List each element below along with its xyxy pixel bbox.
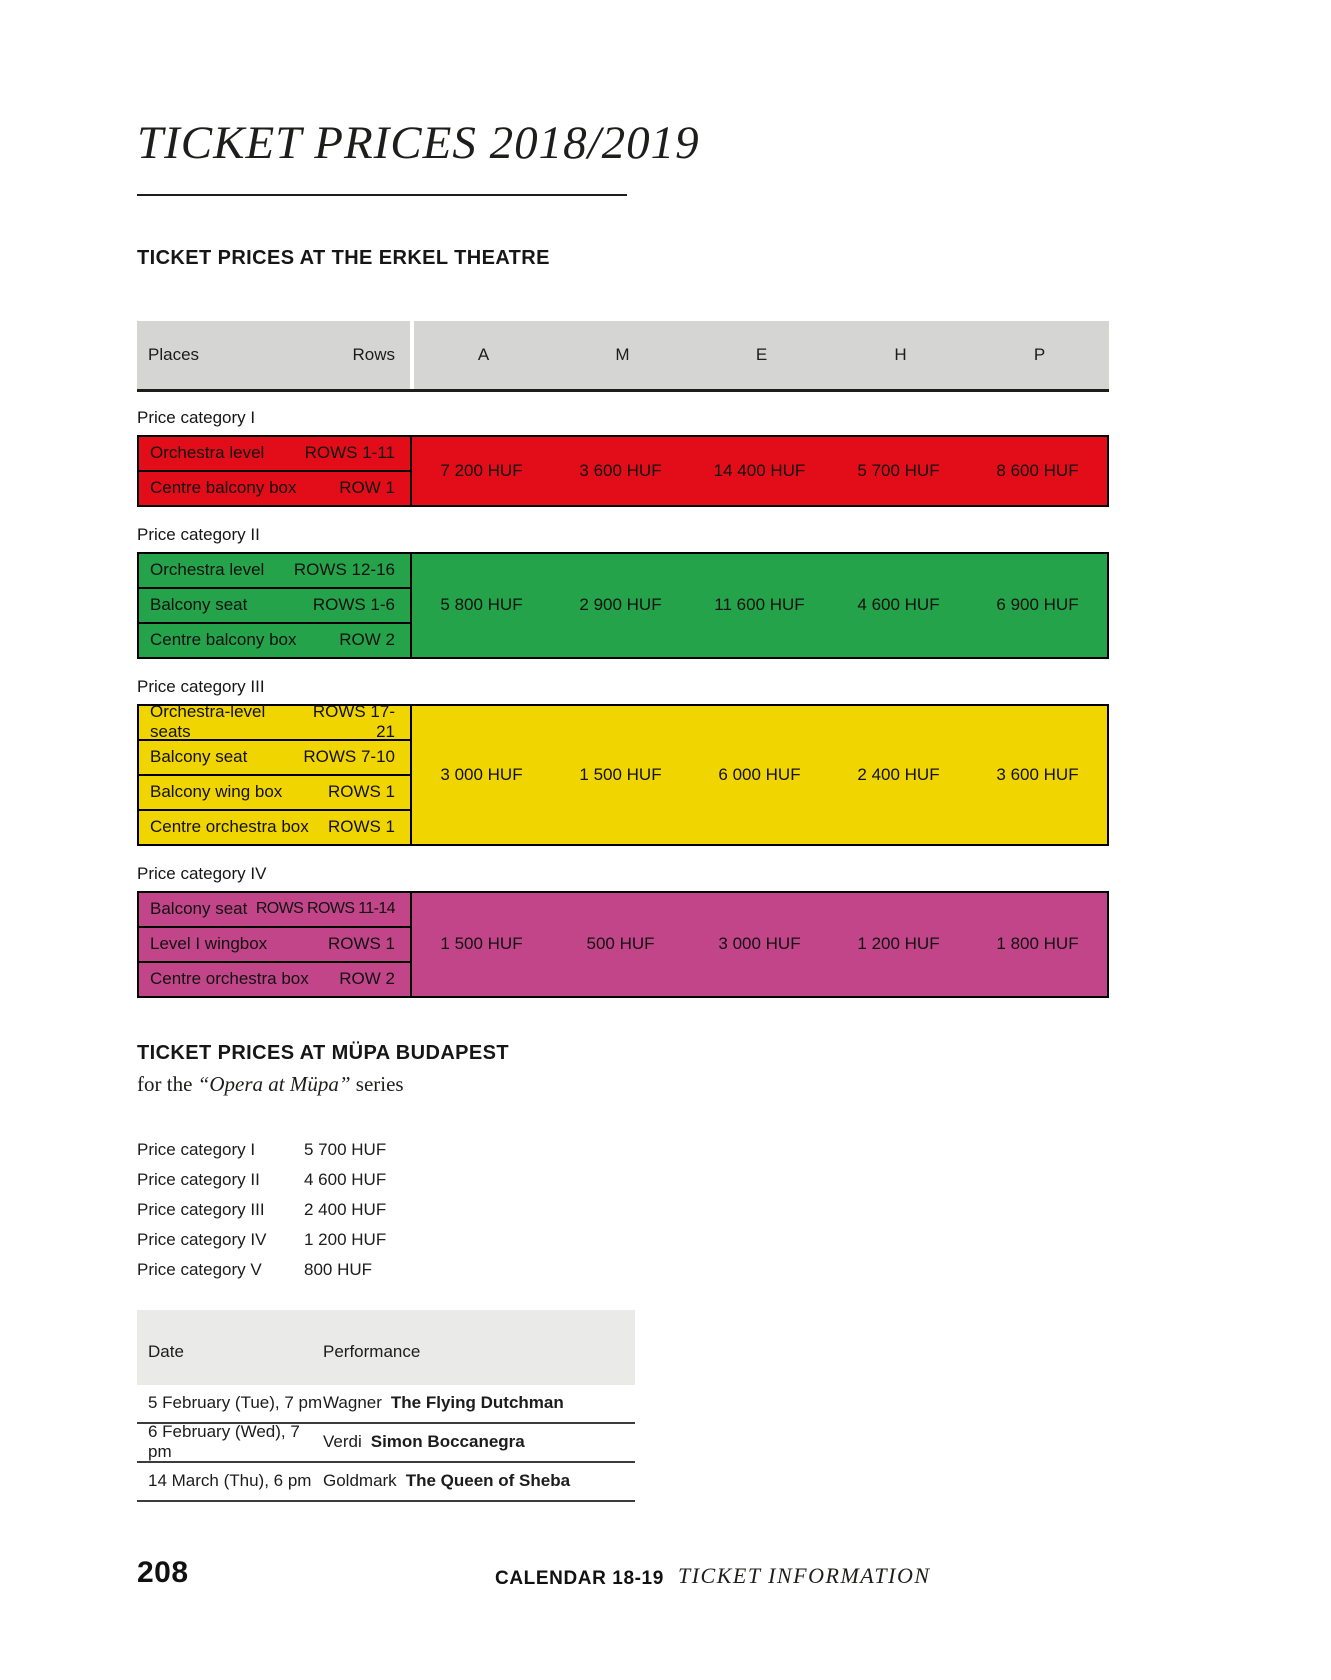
- category-1-places: [139, 437, 412, 505]
- price-cell-p: 3 600 HUF: [996, 764, 1079, 784]
- schedule-row: [137, 1463, 635, 1502]
- price-cell-e: 3 000 HUF: [718, 934, 801, 954]
- column-header-rows: Rows: [352, 344, 395, 364]
- place-name: Centre orchestra box: [150, 969, 309, 989]
- page-title: TICKET PRICES 2018/2019: [137, 117, 700, 169]
- performance-date: 5 February (Tue), 7 pm: [148, 1393, 323, 1413]
- schedule-row: [137, 1385, 635, 1424]
- subtitle-suffix: series: [350, 1071, 404, 1096]
- place-name: Orchestra level: [150, 443, 265, 463]
- place-row: [139, 587, 410, 622]
- erkel-price-table: [137, 321, 1109, 998]
- erkel-section-heading: TICKET PRICES AT THE ERKEL THEATRE: [137, 246, 550, 269]
- schedule-header: [137, 1310, 635, 1385]
- place-rows: ROW 2: [339, 969, 395, 989]
- price-cell-h: 4 600 HUF: [857, 595, 940, 615]
- place-rows: ROWS 1-11: [304, 443, 395, 463]
- price-category-label: Price category IV: [137, 1229, 267, 1249]
- category-4-places: [139, 893, 412, 996]
- category-1-band: [137, 435, 1109, 507]
- place-name: Centre balcony box: [150, 630, 297, 650]
- price-list-item: [137, 1255, 1331, 1285]
- price-value: 2 400 HUF: [304, 1199, 387, 1219]
- performance-date: 14 March (Thu), 6 pm: [148, 1471, 312, 1491]
- place-rows: ROWS 7-10: [303, 747, 395, 767]
- place-name: Balcony seat: [150, 899, 248, 919]
- price-cell-p: 6 900 HUF: [996, 595, 1079, 615]
- footer-section-label: TICKET INFORMATION: [678, 1563, 931, 1588]
- price-cell-p: 1 800 HUF: [996, 934, 1079, 954]
- column-header-a: A: [477, 344, 490, 364]
- performance-date: 6 February (Wed), 7 pm: [148, 1422, 300, 1462]
- place-name: Level I wingbox: [150, 934, 268, 954]
- performance-cell: [323, 1393, 635, 1413]
- category-2-band: [137, 552, 1109, 659]
- price-value: 800 HUF: [304, 1259, 373, 1279]
- place-row: [139, 622, 410, 657]
- category-4-label: Price category IV: [137, 863, 267, 883]
- page-number: 208: [137, 1556, 189, 1589]
- category-3-prices: [412, 706, 1107, 844]
- category-1-label: Price category I: [137, 407, 256, 427]
- price-cell-e: 11 600 HUF: [714, 595, 805, 615]
- price-category-label: Price category I: [137, 1139, 256, 1159]
- price-cell-h: 1 200 HUF: [857, 934, 940, 954]
- column-header-p: P: [1033, 344, 1046, 364]
- place-name: Balcony seat: [150, 595, 248, 615]
- price-value: 5 700 HUF: [304, 1139, 387, 1159]
- category-4-band: [137, 891, 1109, 998]
- place-name: Balcony wing box: [150, 782, 283, 802]
- price-cell-m: 2 900 HUF: [579, 595, 662, 615]
- price-cell-a: 3 000 HUF: [440, 764, 523, 784]
- performance-cell: [323, 1432, 635, 1452]
- price-cell-e: 14 400 HUF: [713, 460, 806, 480]
- performance-title: The Queen of Sheba: [405, 1471, 571, 1491]
- category-3-places: [139, 702, 412, 844]
- place-row: [139, 739, 410, 774]
- category-2-places: [139, 554, 412, 657]
- place-row: [139, 470, 410, 505]
- place-name: Balcony seat: [150, 747, 248, 767]
- price-cell-m: 3 600 HUF: [579, 460, 662, 480]
- price-category-label: Price category II: [137, 1169, 260, 1189]
- erkel-table-header: [137, 321, 1109, 392]
- place-rows: ROWS 1: [327, 934, 395, 954]
- column-header-places: Places: [148, 344, 200, 364]
- place-name: Orchestra level: [150, 560, 265, 580]
- place-name: Centre balcony box: [150, 478, 297, 498]
- place-row: [139, 702, 410, 742]
- price-cell-a: 7 200 HUF: [440, 460, 523, 480]
- place-rows: ROWS 17-21: [312, 702, 395, 742]
- schedule-row: [137, 1424, 635, 1463]
- price-value: 4 600 HUF: [304, 1169, 387, 1189]
- performance-title: The Flying Dutchman: [390, 1393, 564, 1413]
- place-row: [139, 893, 410, 926]
- column-header-performance: Performance: [323, 1342, 421, 1362]
- place-rows: ROW 1: [339, 478, 395, 498]
- composer-name: Goldmark: [323, 1471, 397, 1491]
- price-cell-h: 2 400 HUF: [857, 764, 940, 784]
- price-category-label: Price category V: [137, 1259, 262, 1279]
- mupa-subtitle: [137, 1071, 1331, 1097]
- place-rows: ROW 2: [339, 630, 395, 650]
- place-rows: ROWS ROWS 11-14: [255, 900, 395, 918]
- column-header-h: H: [894, 344, 907, 364]
- price-cell-a: 1 500 HUF: [440, 934, 523, 954]
- category-2-label: Price category II: [137, 524, 260, 544]
- column-header-date: Date: [148, 1342, 184, 1362]
- column-header-e: E: [755, 344, 768, 364]
- place-rows: ROWS 1: [327, 817, 395, 837]
- place-row: [139, 926, 410, 961]
- category-3-band: [137, 704, 1109, 846]
- price-list-item: [137, 1195, 1331, 1225]
- price-cell-m: 1 500 HUF: [579, 764, 662, 784]
- place-row: [139, 554, 410, 587]
- footer-calendar-label: CALENDAR 18-19: [495, 1568, 664, 1589]
- category-3-label: Price category III: [137, 676, 265, 696]
- place-rows: ROWS 1-6: [312, 595, 395, 615]
- place-row: [139, 774, 410, 809]
- place-name: Orchestra-level seats: [150, 702, 266, 742]
- mupa-price-list: [137, 1135, 1331, 1285]
- price-cell-h: 5 700 HUF: [857, 460, 940, 480]
- place-rows: ROWS 1: [327, 782, 395, 802]
- price-category-label: Price category III: [137, 1199, 265, 1219]
- composer-name: Wagner: [323, 1393, 382, 1413]
- column-header-m: M: [615, 344, 630, 364]
- performance-title: Simon Boccanegra: [370, 1432, 525, 1452]
- mupa-section-heading: TICKET PRICES AT MÜPA BUDAPEST: [137, 1041, 510, 1064]
- price-cell-p: 8 600 HUF: [996, 460, 1079, 480]
- place-rows: ROWS 12-16: [293, 560, 395, 580]
- subtitle-series-name: “Opera at Müpa”: [197, 1071, 351, 1096]
- place-row: [139, 809, 410, 844]
- mupa-schedule-table: [137, 1310, 635, 1502]
- title-rule: [137, 194, 627, 196]
- subtitle-prefix: for the: [137, 1071, 198, 1096]
- price-value: 1 200 HUF: [304, 1229, 387, 1249]
- price-list-item: [137, 1135, 1331, 1165]
- price-cell-a: 5 800 HUF: [440, 595, 523, 615]
- performance-cell: [323, 1471, 635, 1491]
- composer-name: Verdi: [323, 1432, 362, 1452]
- place-row: [139, 961, 410, 996]
- price-list-item: [137, 1165, 1331, 1195]
- erkel-header-left: [137, 345, 410, 365]
- place-row: [139, 437, 410, 470]
- place-name: Centre orchestra box: [150, 817, 309, 837]
- category-4-prices: [412, 893, 1107, 996]
- price-cell-m: 500 HUF: [586, 934, 655, 954]
- category-2-prices: [412, 554, 1107, 657]
- price-list-item: [137, 1225, 1331, 1255]
- price-cell-e: 6 000 HUF: [718, 764, 801, 784]
- category-1-prices: [412, 437, 1107, 505]
